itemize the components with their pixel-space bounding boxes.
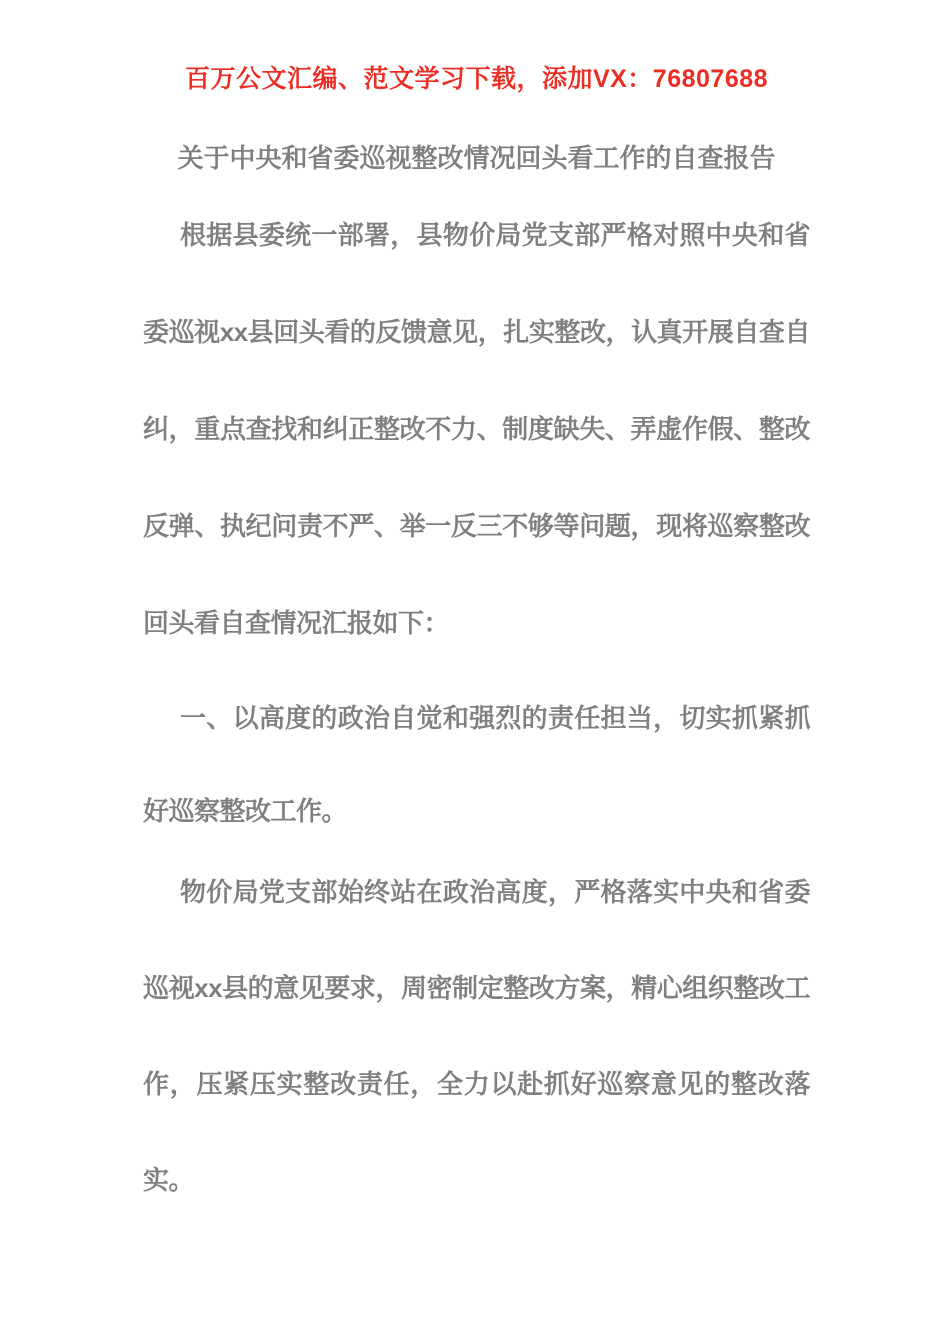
paragraph-section-body: 物价局党支部始终站在政治高度，严格落实中央和省委巡视xx县的意见要求，周密制定整改方案，精心组织整改工作，压紧压实整改责任，全力以赴抓好巡察意见的整改落实。: [143, 877, 810, 1195]
paragraph-intro: 根据县委统一部署，县物价局党支部严格对照中央和省委巡视xx县回头看的反馈意见，扎实整改，认真开展自查自纠，重点查找和纠正整改不力、制度缺失、弄虚作假、整改反弹、执纪问责不严、举一反三不够等问题，现将巡察整改回头看自查情况汇报如下：: [143, 220, 810, 638]
document-title: 关于中央和省委巡视整改情况回头看工作的自查报告: [177, 143, 776, 173]
section-heading-one: 一、以高度的政治自觉和强烈的责任担当，切实抓紧抓好巡察整改工作。: [143, 703, 810, 826]
watermark-banner: 百万公文汇编、范文学习下载，添加VX：76807688: [184, 65, 769, 93]
